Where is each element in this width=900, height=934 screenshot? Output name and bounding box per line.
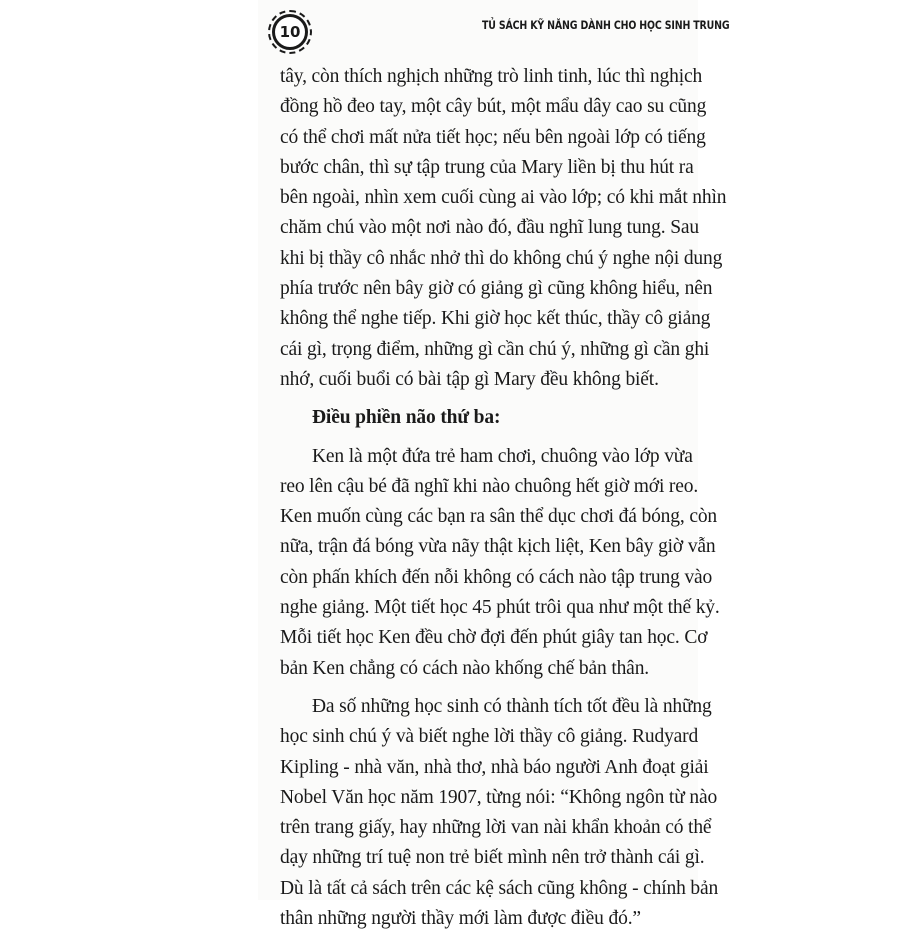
body-text — [280, 62, 727, 934]
paragraph-mary — [280, 62, 727, 395]
book-page — [258, 0, 730, 930]
text-line: nữa, trận đá bóng vừa nãy thật kịch liệt, Ken bây giờ vẫn — [280, 536, 716, 558]
text-line: chăm chú vào một nơi nào đó, đầu nghĩ lung tung. Sau — [280, 217, 699, 239]
text-line: Ken là một đứa trẻ ham chơi, chuông vào lớp vừa — [312, 445, 693, 467]
text-line: bước chân, thì sự tập trung của Mary liền bị thu hút ra — [280, 156, 694, 178]
text-line: học sinh chú ý và biết nghe lời thầy cô giảng. Rudyard — [280, 726, 699, 748]
text-line: Đa số những học sinh có thành tích tốt đều là những — [312, 695, 712, 717]
text-line: thân những người thầy mới làm được điều đó.” — [280, 908, 641, 930]
text-line: reo lên cậu bé đã nghĩ khi nào chuông hết giờ mới reo. — [280, 475, 699, 497]
text-line: có thể chơi mất nửa tiết học; nếu bên ngoài lớp có tiếng — [280, 126, 706, 148]
text-line: Kipling - nhà văn, nhà thơ, nhà báo người Anh đoạt giải — [280, 756, 709, 778]
text-line: khi bị thầy cô nhắc nhở thì do không chú ý nghe nội dung — [280, 247, 723, 269]
text-line: trên trang giấy, hay những lời van nài khẩn khoản có thể — [280, 817, 712, 839]
text-line: dạy những trí tuệ non trẻ biết mình nên trở thành cái gì. — [280, 847, 705, 869]
text-line: tây, còn thích nghịch những trò linh tinh, lúc thì nghịch — [280, 66, 703, 87]
text-line: Nobel Văn học năm 1907, từng nói: “Không ngôn từ nào — [280, 786, 718, 808]
section-heading: Điều phiền não thứ ba: — [312, 407, 501, 429]
text-line: bản Ken chẳng có cách nào khống chế bản thân. — [280, 657, 650, 679]
page-number-badge: 10 — [272, 14, 308, 50]
text-line: Mỗi tiết học Ken đều chờ đợi đến phút giây tan học. Cơ — [280, 627, 708, 649]
text-line: Dù là tất cả sách trên các kệ sách cũng không - chính bản — [280, 877, 719, 899]
text-line: Ken muốn cùng các bạn ra sân thể dục chơi đá bóng, còn — [280, 506, 718, 528]
text-line: phía trước nên bây giờ có giảng gì cũng không hiểu, nên — [280, 278, 713, 300]
text-line: bên ngoài, nhìn xem cuối cùng ai vào lớp; có khi mắt nhìn — [280, 187, 727, 209]
text-line: nhớ, cuối buổi có bài tập gì Mary đều không biết. — [280, 368, 659, 390]
running-header-title: TỦ SÁCH KỸ NĂNG DÀNH CHO HỌC SINH TRUNG — [482, 18, 730, 32]
text-line: nghe giảng. Một tiết học 45 phút trôi qua như một thế kỷ. — [280, 597, 720, 619]
paragraph-kipling — [280, 692, 719, 934]
paragraph-ken — [280, 442, 720, 684]
text-line: không thể nghe tiếp. Khi giờ học kết thúc, thầy cô giảng — [280, 308, 711, 330]
text-line: còn phấn khích đến nỗi không có cách nào tập trung vào — [280, 566, 713, 588]
text-line: cái gì, trọng điểm, những gì cần chú ý, những gì cần ghi — [280, 338, 710, 360]
text-line: đồng hồ đeo tay, một cây bút, một mẩu dây cao su cũng — [280, 96, 707, 118]
